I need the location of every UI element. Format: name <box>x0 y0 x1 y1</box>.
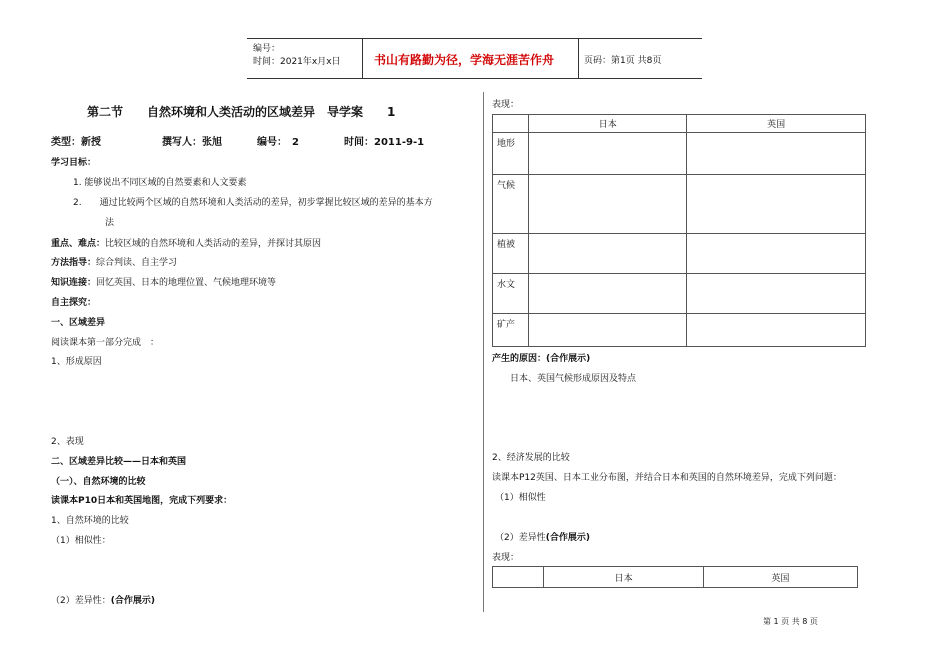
difference-cooperative: (合作展示) <box>110 596 155 606</box>
meta-time: 时间：2011-9-1 <box>344 137 425 148</box>
table-row <box>493 314 866 347</box>
meta-author: 撰写人：张旭 <box>162 137 222 148</box>
row-label-vegetation: 植被 <box>493 234 529 274</box>
table2-header-japan: 日本 <box>544 567 703 588</box>
cause-text: 日本、英国气候形成原因及特点 <box>510 374 637 384</box>
method-guide <box>51 255 177 268</box>
explore-heading: 自主探究： <box>51 298 97 308</box>
method-guide-label: 方法指导： <box>51 258 97 268</box>
subsection-natural: （一）、自然环境的比较 <box>51 477 146 487</box>
economy-table <box>492 566 858 588</box>
page-title: 第二节 自然环境和人类活动的区域差异 导学案 1 <box>87 105 396 119</box>
knowledge-link <box>51 275 276 288</box>
row-label-climate: 气候 <box>493 175 529 234</box>
cell-uk-hydrology[interactable] <box>687 274 866 314</box>
comparison-table <box>492 114 866 347</box>
meta-type: 类型：新授 <box>51 137 101 148</box>
cell-japan-hydrology[interactable] <box>529 274 687 314</box>
item-formation-cause: 1、形成原因 <box>51 357 102 367</box>
table-row <box>493 175 866 234</box>
table-header-row <box>493 115 866 133</box>
similarity-label-2: （1）相似性 <box>495 493 546 503</box>
knowledge-link-label: 知识连接： <box>51 278 97 288</box>
header-time: 时间：2021年x月x日 <box>253 57 341 67</box>
difference-cooperative-2: (合作展示) <box>545 533 590 543</box>
goals-heading: 学习目标： <box>51 158 97 168</box>
row-label-terrain: 地形 <box>493 133 529 175</box>
table-header-japan: 日本 <box>529 115 687 133</box>
cell-japan-minerals[interactable] <box>529 314 687 347</box>
economy-heading: 2、经济发展的比较 <box>492 453 570 463</box>
meta-number: 编号： 2 <box>257 137 299 148</box>
difference-label <box>51 593 155 606</box>
item-natural-compare: 1、自然环境的比较 <box>51 516 129 526</box>
section-2-heading: 二、区域差异比较——日本和英国 <box>51 457 187 467</box>
footer-page-number: 第 1 页 共 8 页 <box>763 617 818 626</box>
table2-header-corner <box>493 567 544 588</box>
cell-japan-vegetation[interactable] <box>529 234 687 274</box>
key-points <box>51 236 321 249</box>
table2-header-uk: 英国 <box>703 567 857 588</box>
knowledge-link-text: 回忆英国、日本的地理位置、气候地理环境等 <box>96 278 277 288</box>
table-row <box>493 234 866 274</box>
cell-uk-climate[interactable] <box>687 175 866 234</box>
header-motto: 书山有路勤为径，学海无涯苦作舟 <box>374 53 555 67</box>
show-label: 表现： <box>492 100 520 110</box>
read-instruction-1: 阅读课本第一部分完成 ： <box>51 338 160 348</box>
section-1-heading: 一、区域差异 <box>51 318 106 328</box>
table-row <box>493 133 866 175</box>
header-top-rule <box>247 38 702 39</box>
cause-heading: 产生的原因：(合作展示) <box>492 354 591 364</box>
table-header-row <box>493 567 858 588</box>
difference-prefix-2: （2）差异性 <box>495 533 546 543</box>
row-label-hydrology: 水文 <box>493 274 529 314</box>
difference-label-2 <box>495 530 590 543</box>
header-divider-left <box>362 38 363 78</box>
header-number: 编号： <box>253 44 281 54</box>
item-manifestation: 2、表现 <box>51 437 84 447</box>
cell-japan-terrain[interactable] <box>529 133 687 175</box>
column-divider <box>483 92 484 612</box>
cell-japan-climate[interactable] <box>529 175 687 234</box>
cell-uk-vegetation[interactable] <box>687 234 866 274</box>
table-row <box>493 274 866 314</box>
show-label-2: 表现： <box>492 553 520 563</box>
header-bottom-rule <box>247 78 702 79</box>
read-instruction-3: 读课本P12英国、日本工业分布图，并结合日本和英国的自然环境差异，完成下列问题： <box>492 473 842 483</box>
table-header-corner <box>493 115 529 133</box>
cell-uk-terrain[interactable] <box>687 133 866 175</box>
read-instruction-2: 读课本P10日本和英国地图，完成下列要求： <box>51 496 233 506</box>
key-points-text: 比较区域的自然环境和人类活动的差异，并探讨其原因 <box>105 239 322 249</box>
table-header-uk: 英国 <box>687 115 866 133</box>
goal-2-continued: 法 <box>105 218 115 228</box>
key-points-label: 重点、难点： <box>51 239 106 249</box>
header-divider-right <box>578 38 579 78</box>
cell-uk-minerals[interactable] <box>687 314 866 347</box>
similarity-label: （1）相似性： <box>51 536 111 546</box>
header-page: 页码：第1页 共8页 <box>584 56 662 66</box>
row-label-minerals: 矿产 <box>493 314 529 347</box>
method-guide-text: 综合判读、自主学习 <box>96 258 178 268</box>
goal-2: 2. 通过比较两个区域的自然环境和人类活动的差异，初步掌握比较区域的差异的基本方 <box>73 198 433 208</box>
goal-1: 1. 能够说出不同区域的自然要素和人文要素 <box>73 178 247 188</box>
difference-prefix: （2）差异性： <box>51 596 111 606</box>
page-header <box>247 38 702 78</box>
